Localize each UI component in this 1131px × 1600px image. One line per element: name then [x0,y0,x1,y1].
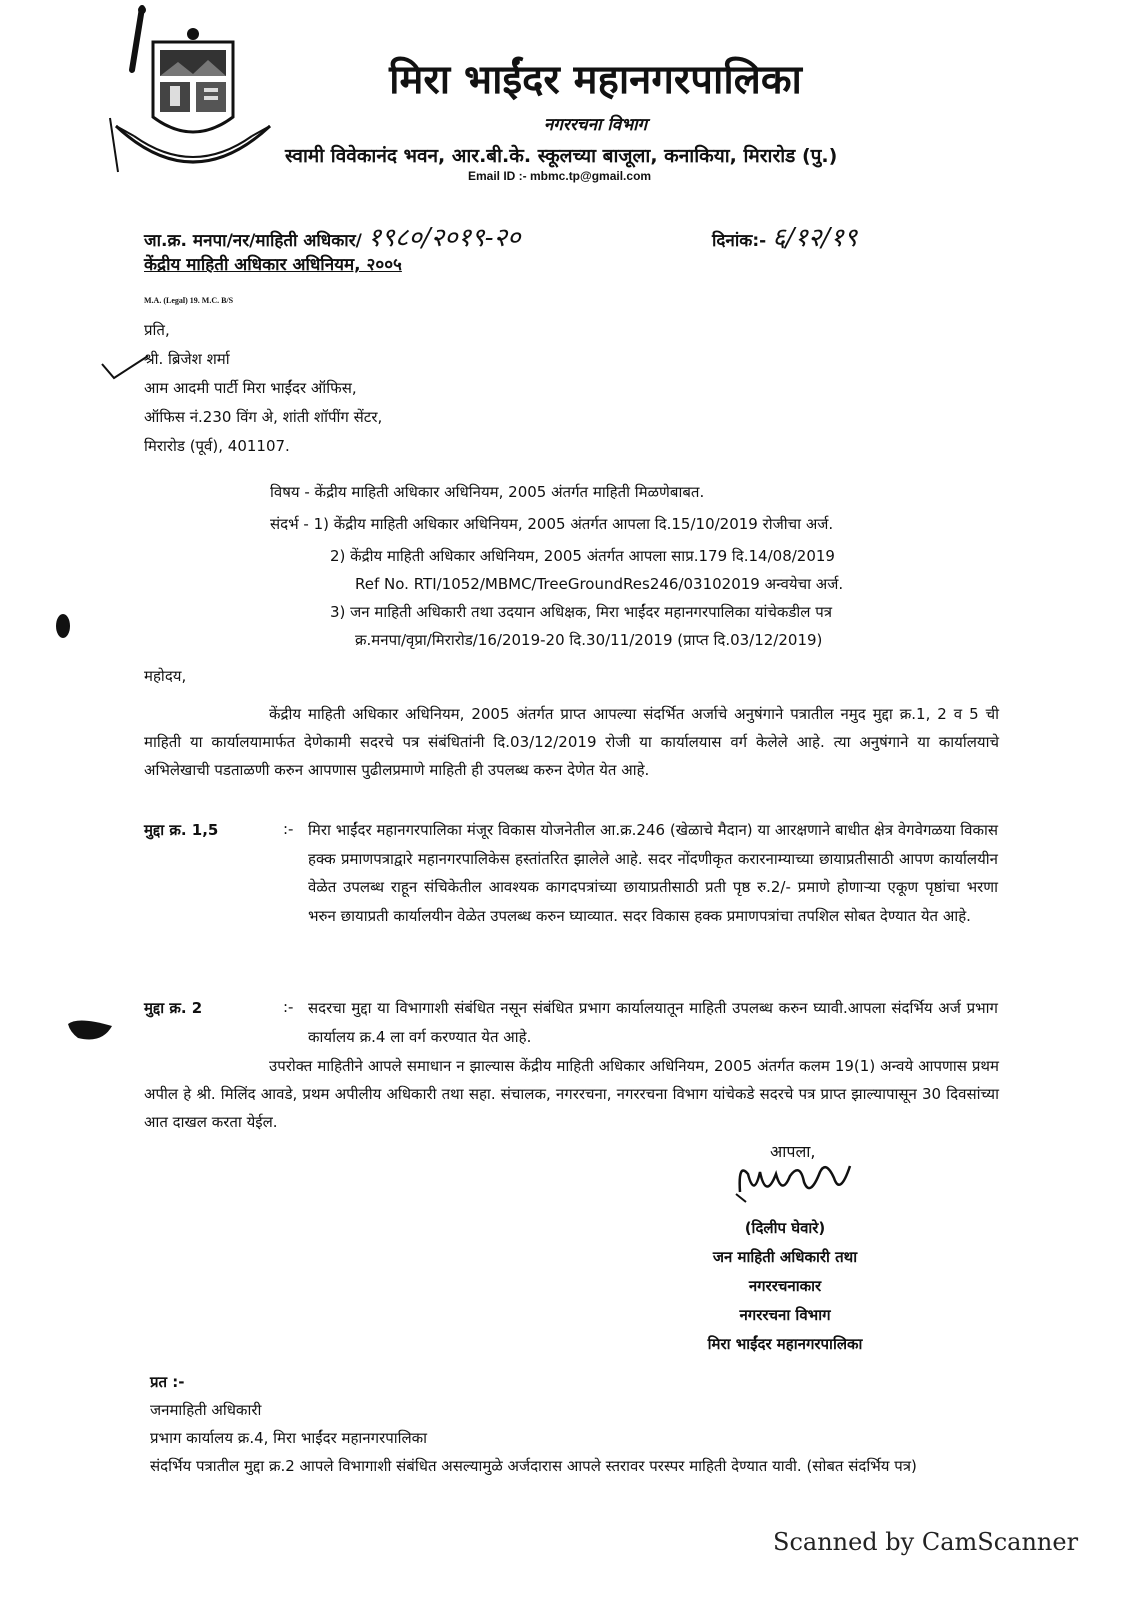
date-label: दिनांक:- [712,231,767,251]
recipient-block [144,316,382,461]
reference-3-line1: 3) जन माहिती अधिकारी तथा उदयान अधिक्षक, मिरा भाईंदर महानगरपालिका यांचेकडील पत्र [330,603,833,621]
reference-2 [330,542,843,598]
signatory-title-4: मिरा भाईंदर महानगरपालिका [707,1335,863,1353]
copy-line-1: जनमाहिती अधिकारी [150,1401,262,1419]
copy-to-block [150,1368,980,1480]
reference-3 [330,598,832,654]
ink-smudge [66,1014,116,1044]
signature-block [660,1214,910,1359]
salutation: महोदय, [144,667,187,685]
body-paragraph: केंद्रीय माहिती अधिकार अधिनियम, 2005 अंतर्गत प्राप्त आपल्या संदर्भित अर्जाचे अनुषंगाने पत्रातील नमुद मुद्दा क्र.1, 2 व 5 ची माहिती या कार्यालयामार्फत देणेकामी सदरचे पत्र संबंधितांनी दि.03/12/2019 रोजी या कार्यालयास वर्ग केलेले आहे. त्या अनुषंगाने या कार्यालयाचे अभिलेखाची पडताळणी करुन आपणास पुढीलप्रमाणे माहिती ही उपलब्ध करुन देणेत येत आहे. [144,705,999,779]
small-code: M.A. (Legal) 19. M.C. B/S [144,296,234,305]
recipient-prefix: प्रति, [144,321,170,339]
point-separator-1: :- [283,820,294,838]
department-name: नगररचना विभाग [543,115,648,135]
reference-handwritten: १९८०/२०१९-२० [367,223,521,253]
reference-2-line2: Ref No. RTI/1052/MBMC/TreeGroundRes246/03102019 अन्वयेचा अर्ज. [355,575,844,593]
letter-date [712,218,857,254]
act-title: केंद्रीय माहिती अधिकार अधिनियम, २००५ [144,255,402,275]
org-name: मिरा भाईंदर महानगरपालिका [389,57,802,103]
point-text-2: सदरचा मुद्दा या विभागाशी संबंधित नसून संबंधित प्रभाग कार्यालयातून माहिती उपलब्ध करुन घ्यावी.आपला संदर्भिय अर्ज प्रभाग कार्यालय क्र.4 ला वर्ग करण्यात येत आहे. [308,999,998,1046]
signatory-title-3: नगररचना विभाग [739,1306,831,1324]
office-address: स्वामी विवेकानंद भवन, आर.बी.के. स्कूलच्या बाजूला, कनाकिया, मिरारोड (पु.) [285,145,838,167]
municipal-seal [108,22,278,192]
reference-label: जा.क्र. मनपा/नर/माहिती अधिकार/ [144,231,362,251]
point-label-1: मुद्दा क्र. 1,5 [144,821,219,839]
signatory-title-1: जन माहिती अधिकारी तथा [712,1248,858,1266]
subject-line: विषय - केंद्रीय माहिती अधिकार अधिनियम, 2005 अंतर्गत माहिती मिळणेबाबत. [270,483,705,501]
tick-mark [100,352,150,382]
copy-line-2: प्रभाग कार्यालय क्र.4, मिरा भाईंदर महानगरपालिका [150,1429,428,1447]
handwritten-signature [730,1152,860,1212]
email-id: Email ID :- mbmc.tp@gmail.com [468,169,652,183]
point-label-2: मुद्दा क्र. 2 [144,999,203,1017]
reference-1: संदर्भ - 1) केंद्रीय माहिती अधिकार अधिनियम, 2005 अंतर्गत आपला दि.15/10/2019 रोजीचा अर्ज. [270,515,834,533]
signature-greeting: आपला, [770,1142,816,1161]
reference-2-line1: 2) केंद्रीय माहिती अधिकार अधिनियम, 2005 अंतर्गत आपला साप्र.179 दि.14/08/2019 [330,547,835,565]
signatory-title-2: नगररचनाकार [748,1277,822,1295]
reference-3-line2: क्र.मनपा/वृप्रा/मिरारोड/16/2019-20 दि.30/11/2019 (प्राप्त दि.03/12/2019) [355,631,823,649]
recipient-line1: आम आदमी पार्टी मिरा भाईंदर ऑफिस, [144,379,357,397]
closing-paragraph: उपरोक्त माहितीने आपले समाधान न झाल्यास केंद्रीय माहिती अधिकार अधिनियम, 2005 अंतर्गत कलम 19(1) अन्वये आपणास प्रथम अपील हे श्री. मिलिंद आवडे, प्रथम अपीलीय अधिकारी तथा सहा. संचालक, नगररचना, नगररचना विभाग यांचेकडे सदरचे पत्र प्राप्त झाल्यापासून 30 दिवसांच्या आत दाखल करता येईल. [144,1057,999,1131]
recipient-line3: मिरारोड (पूर्व), 401107. [144,437,290,455]
copy-line-3: संदर्भिय पत्रातील मुद्दा क्र.2 आपले विभागाशी संबंधित असल्यामुळे अर्जदारास आपले स्तरावर परस्पर माहिती देण्यात यावी. (सोबत संदर्भिय पत्र) [150,1457,917,1475]
point-separator-2: :- [283,998,294,1016]
ink-blot [56,614,70,638]
recipient-line2: ऑफिस नं.230 विंग अे, शांती शॉपींग सेंटर, [144,408,383,426]
recipient-name: श्री. ब्रिजेश शर्मा [144,350,230,368]
scanner-watermark: Scanned by CamScanner [773,1528,1079,1556]
reference-number [144,218,521,254]
date-handwritten: ६/१२/१९ [772,223,858,253]
copy-label: प्रत :- [150,1373,185,1391]
point-text-1: मिरा भाईंदर महानगरपालिका मंजूर विकास योजनेतील आ.क्र.246 (खेळाचे मैदान) या आरक्षणाने बाधीत क्षेत्र वेगवेगळया विकास हक्क प्रमाणपत्राद्वारे महानगरपालिकेस हस्तांतरित झालेले आहे. सदर नोंदणीकृत करारनाम्याच्या छायाप्रतीसाठी आपण कार्यालयीन वेळेत उपलब्ध राहून संचिकेतील आवश्यक कागदपत्रांच्या छायाप्रतीसाठी प्रती पृष्ठ रु.2/- प्रमाणे होणाऱ्या एकूण पृष्ठांचा भरणा भरुन छायाप्रती कार्यालयीन वेळेत उपलब्ध करुन घ्याव्यात. सदर विकास हक्क प्रमाणपत्रांचा तपशिल सोबत देण्यात येत आहे. [308,821,998,925]
signatory-name: (दिलीप घेवारे) [744,1219,826,1237]
